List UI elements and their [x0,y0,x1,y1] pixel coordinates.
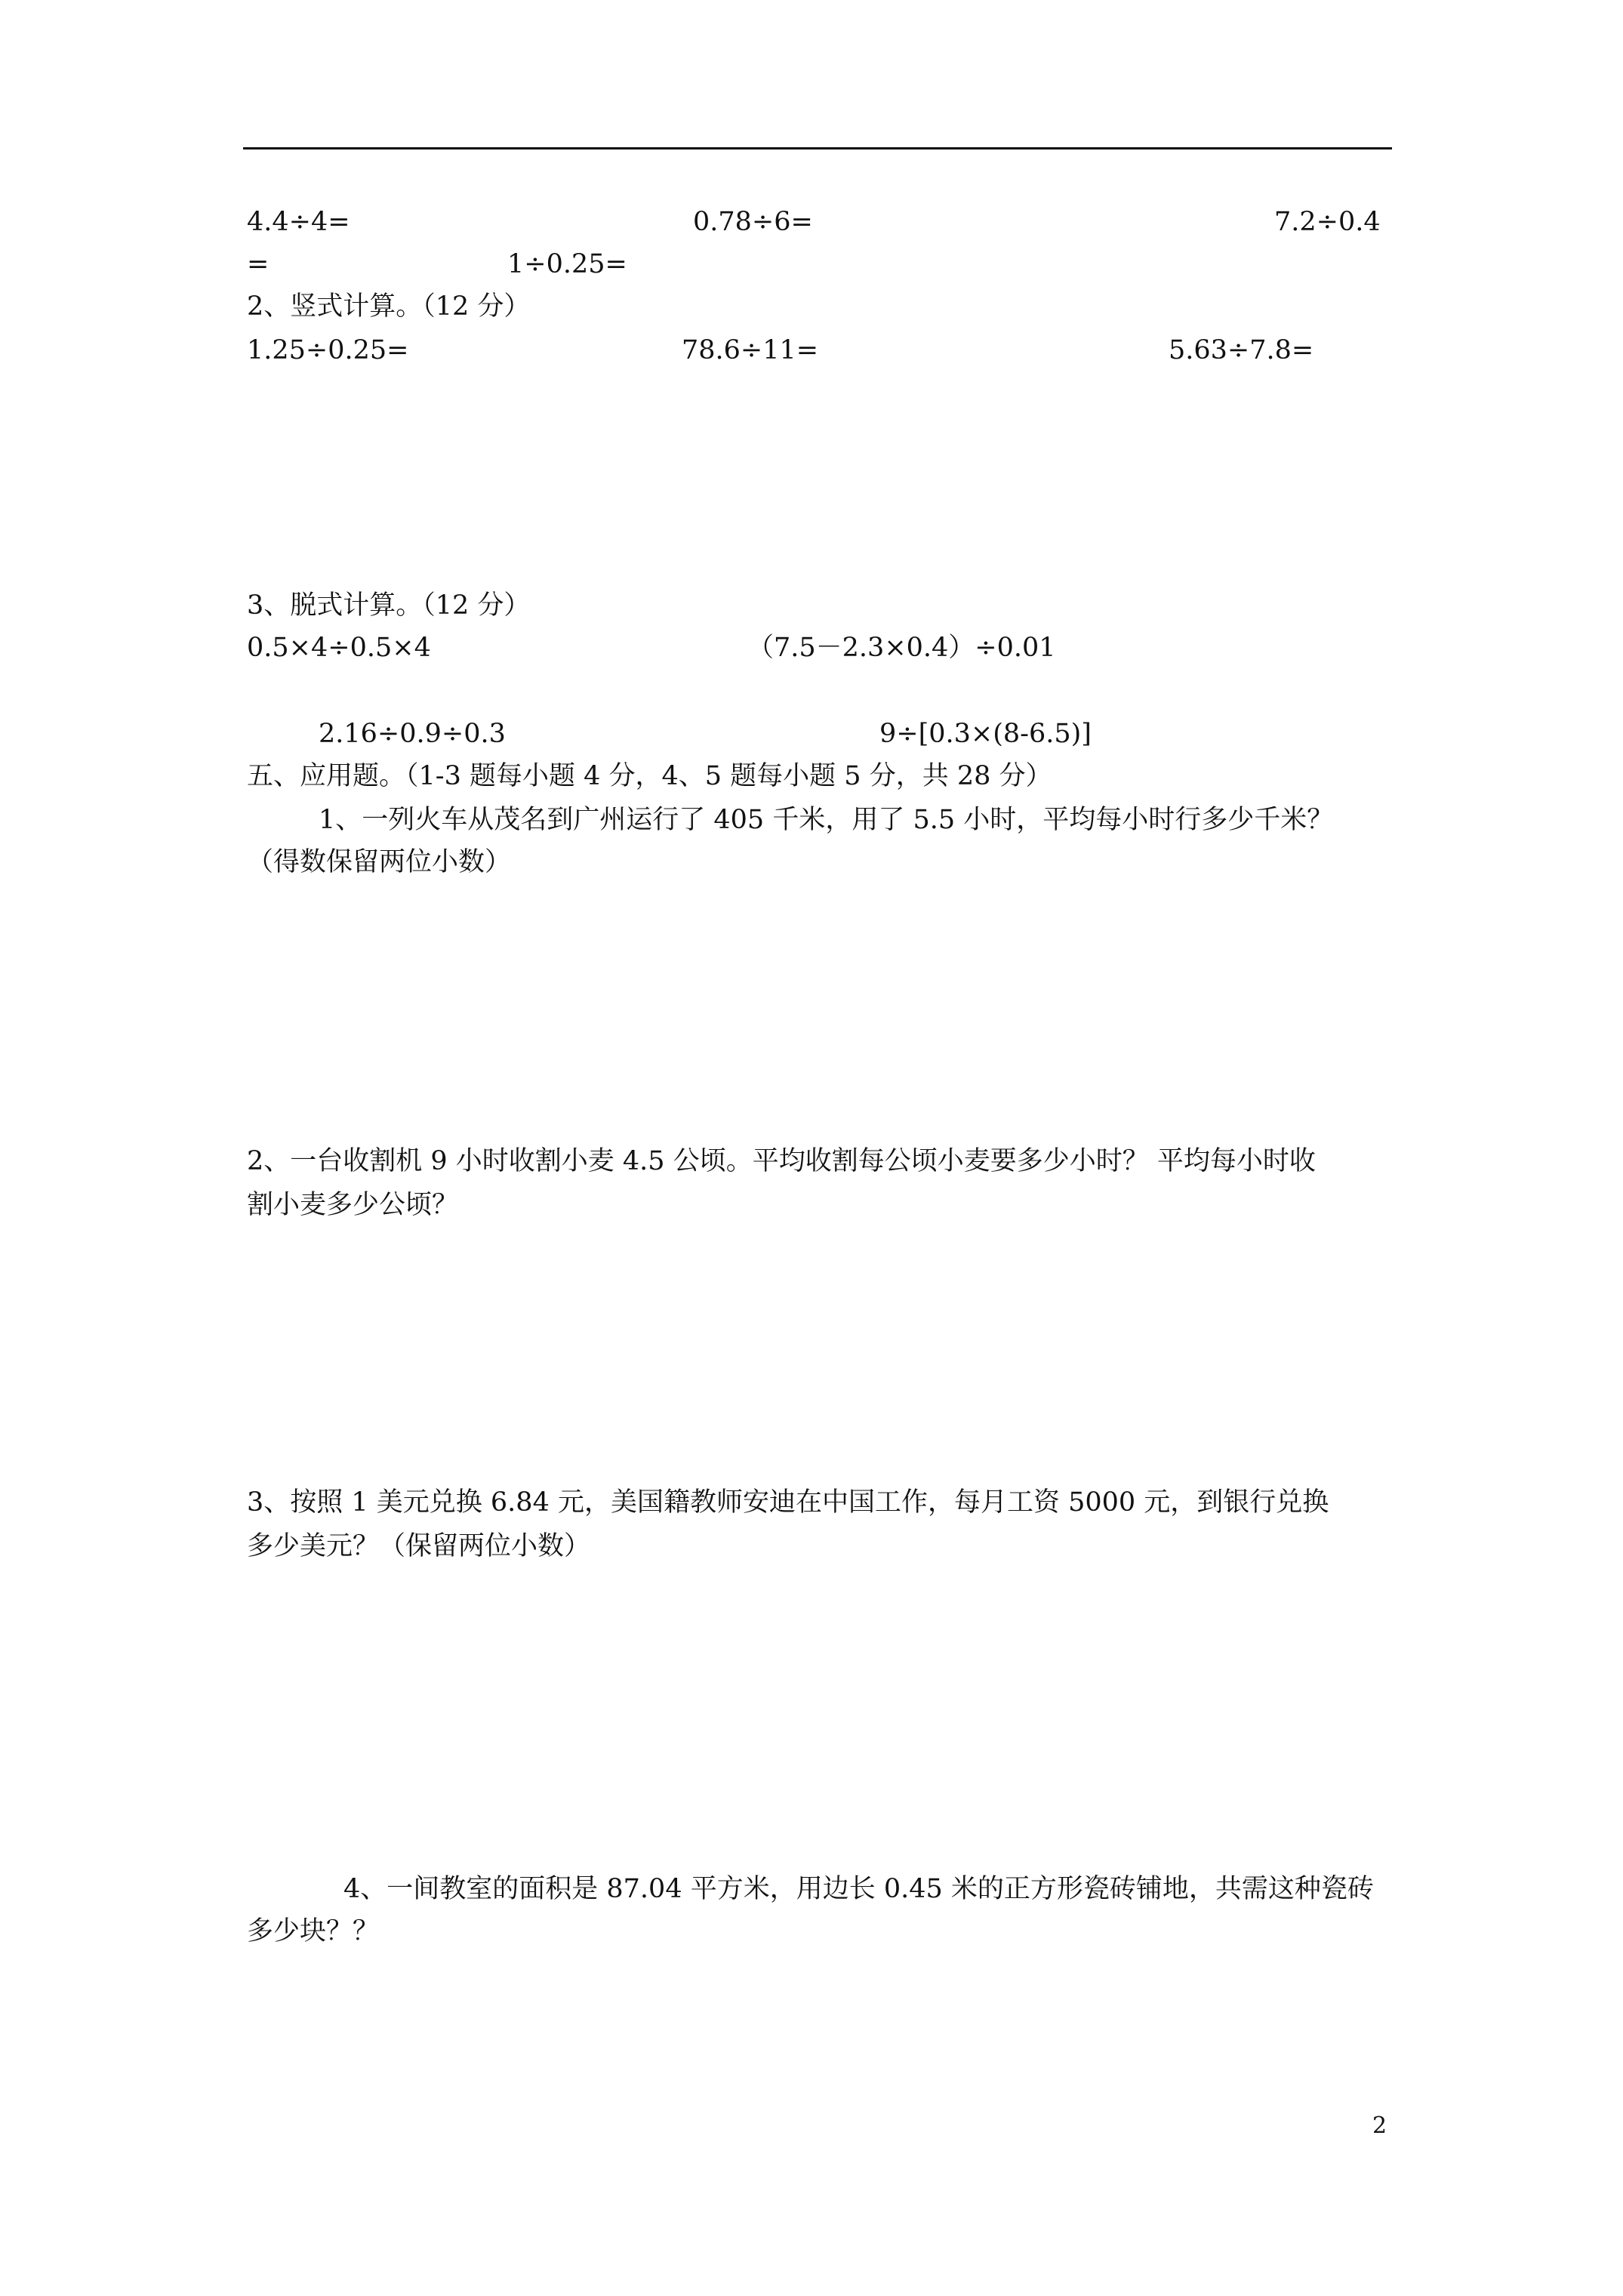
vertical-item-3: 5.63÷7.8= [1169,335,1314,365]
section-heading-stepwise: 3、脱式计算。（12 分） [247,590,531,621]
mental-item-3-continued: = [247,249,269,279]
stepwise-item-4: 9÷[0.3×(8-6.5)] [879,719,1092,749]
section-heading-applied: 五、应用题。（1-3 题每小题 4 分，4、5 题每小题 5 分，共 28 分） [247,761,1052,791]
question-2-line-2: 割小麦多少公顷？ [247,1190,459,1220]
stepwise-item-2: （7.5－2.3×0.4）÷0.01 [747,633,1056,663]
mental-item-1: 4.4÷4= [247,207,350,237]
question-1-line-2: （得数保留两位小数） [247,847,512,877]
mental-item-3: 7.2÷0.4 [1274,207,1381,237]
vertical-item-1: 1.25÷0.25= [247,335,409,365]
section-heading-vertical: 2、竖式计算。（12 分） [247,291,531,322]
page-number: 2 [1372,2113,1387,2139]
question-4-line-1: 4、一间教室的面积是 87.04 平方米，用边长 0.45 米的正方形瓷砖铺地，共需这种瓷砖 [343,1874,1374,1904]
question-4-line-2: 多少块？？ [247,1916,380,1946]
question-2-line-1: 2、一台收割机 9 小时收割小麦 4.5 公顷。平均收割每公顷小麦要多少小时？ 平均每小时收 [247,1146,1316,1176]
vertical-item-2: 78.6÷11= [682,335,819,365]
mental-item-2: 0.78÷6= [693,207,813,237]
stepwise-item-3: 2.16÷0.9÷0.3 [319,719,506,749]
mental-item-4: 1÷0.25= [507,249,627,279]
stepwise-item-1: 0.5×4÷0.5×4 [247,633,431,663]
question-1-line-1: 1、一列火车从茂名到广州运行了 405 千米，用了 5.5 小时，平均每小时行多少千米？ [319,805,1334,835]
header-rule [243,147,1392,149]
question-3-line-1: 3、按照 1 美元兑换 6.84 元，美国籍教师安迪在中国工作，每月工资 5000 元，到银行兑换 [247,1487,1329,1518]
question-3-line-2: 多少美元？（保留两位小数） [247,1531,591,1561]
